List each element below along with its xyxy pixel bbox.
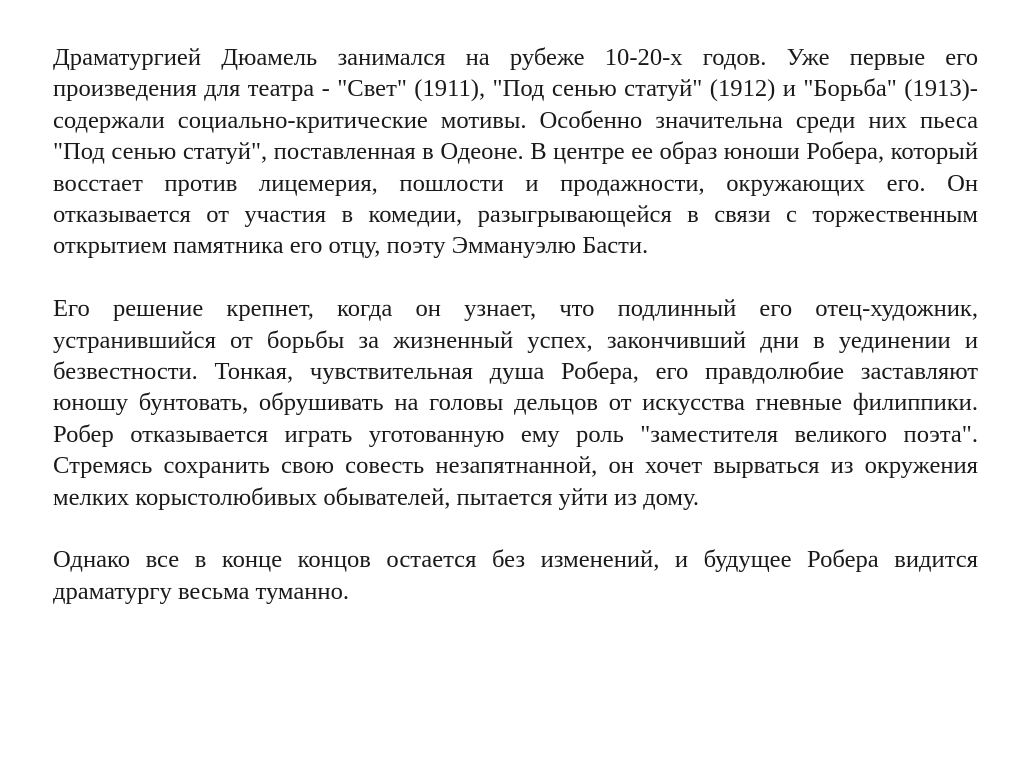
paragraph-conclusion: Однако все в конце концов остается без изменений, и будущее Робера видится драматургу весьма туманно. (53, 546, 978, 605)
slide-text-body (53, 42, 978, 607)
paragraph-robert-decision: Его решение крепнет, когда он узнает, что подлинный его отец-художник, устранившийся от борьбы за жизненный успех, закончивший дни в уединении и безвестности. Тонкая, чувствительная душа Робера, его правдолюбие заставляют юношу бунтовать, обрушивать на головы дельцов от искусства гневные филиппики. Робер отказывается играть уготованную ему роль "заместителя великого поэта". Стремясь сохранить свою совесть незапятнанной, он хочет вырваться из окружения мелких корыстолюбивых обывателей, пытается уйти из дому. (53, 295, 978, 511)
paragraph-dramaturgy: Драматургией Дюамель занимался на рубеже 10-20-х годов. Уже первые его произведения для театра - "Свет" (1911), "Под сенью статуй" (1912) и "Борьба" (1913)-содержали социально-критические мотивы. Особенно значительна среди них пьеса "Под сенью статуй", поставленная в Одеоне. В центре ее образ юноши Робера, который восстает против лицемерия, пошлости и продажности, окружающих его. Он отказывается от участия в комедии, разыгрывающейся в связи с торжественным открытием памятника его отцу, поэту Эммануэлю Басти. (53, 44, 978, 260)
